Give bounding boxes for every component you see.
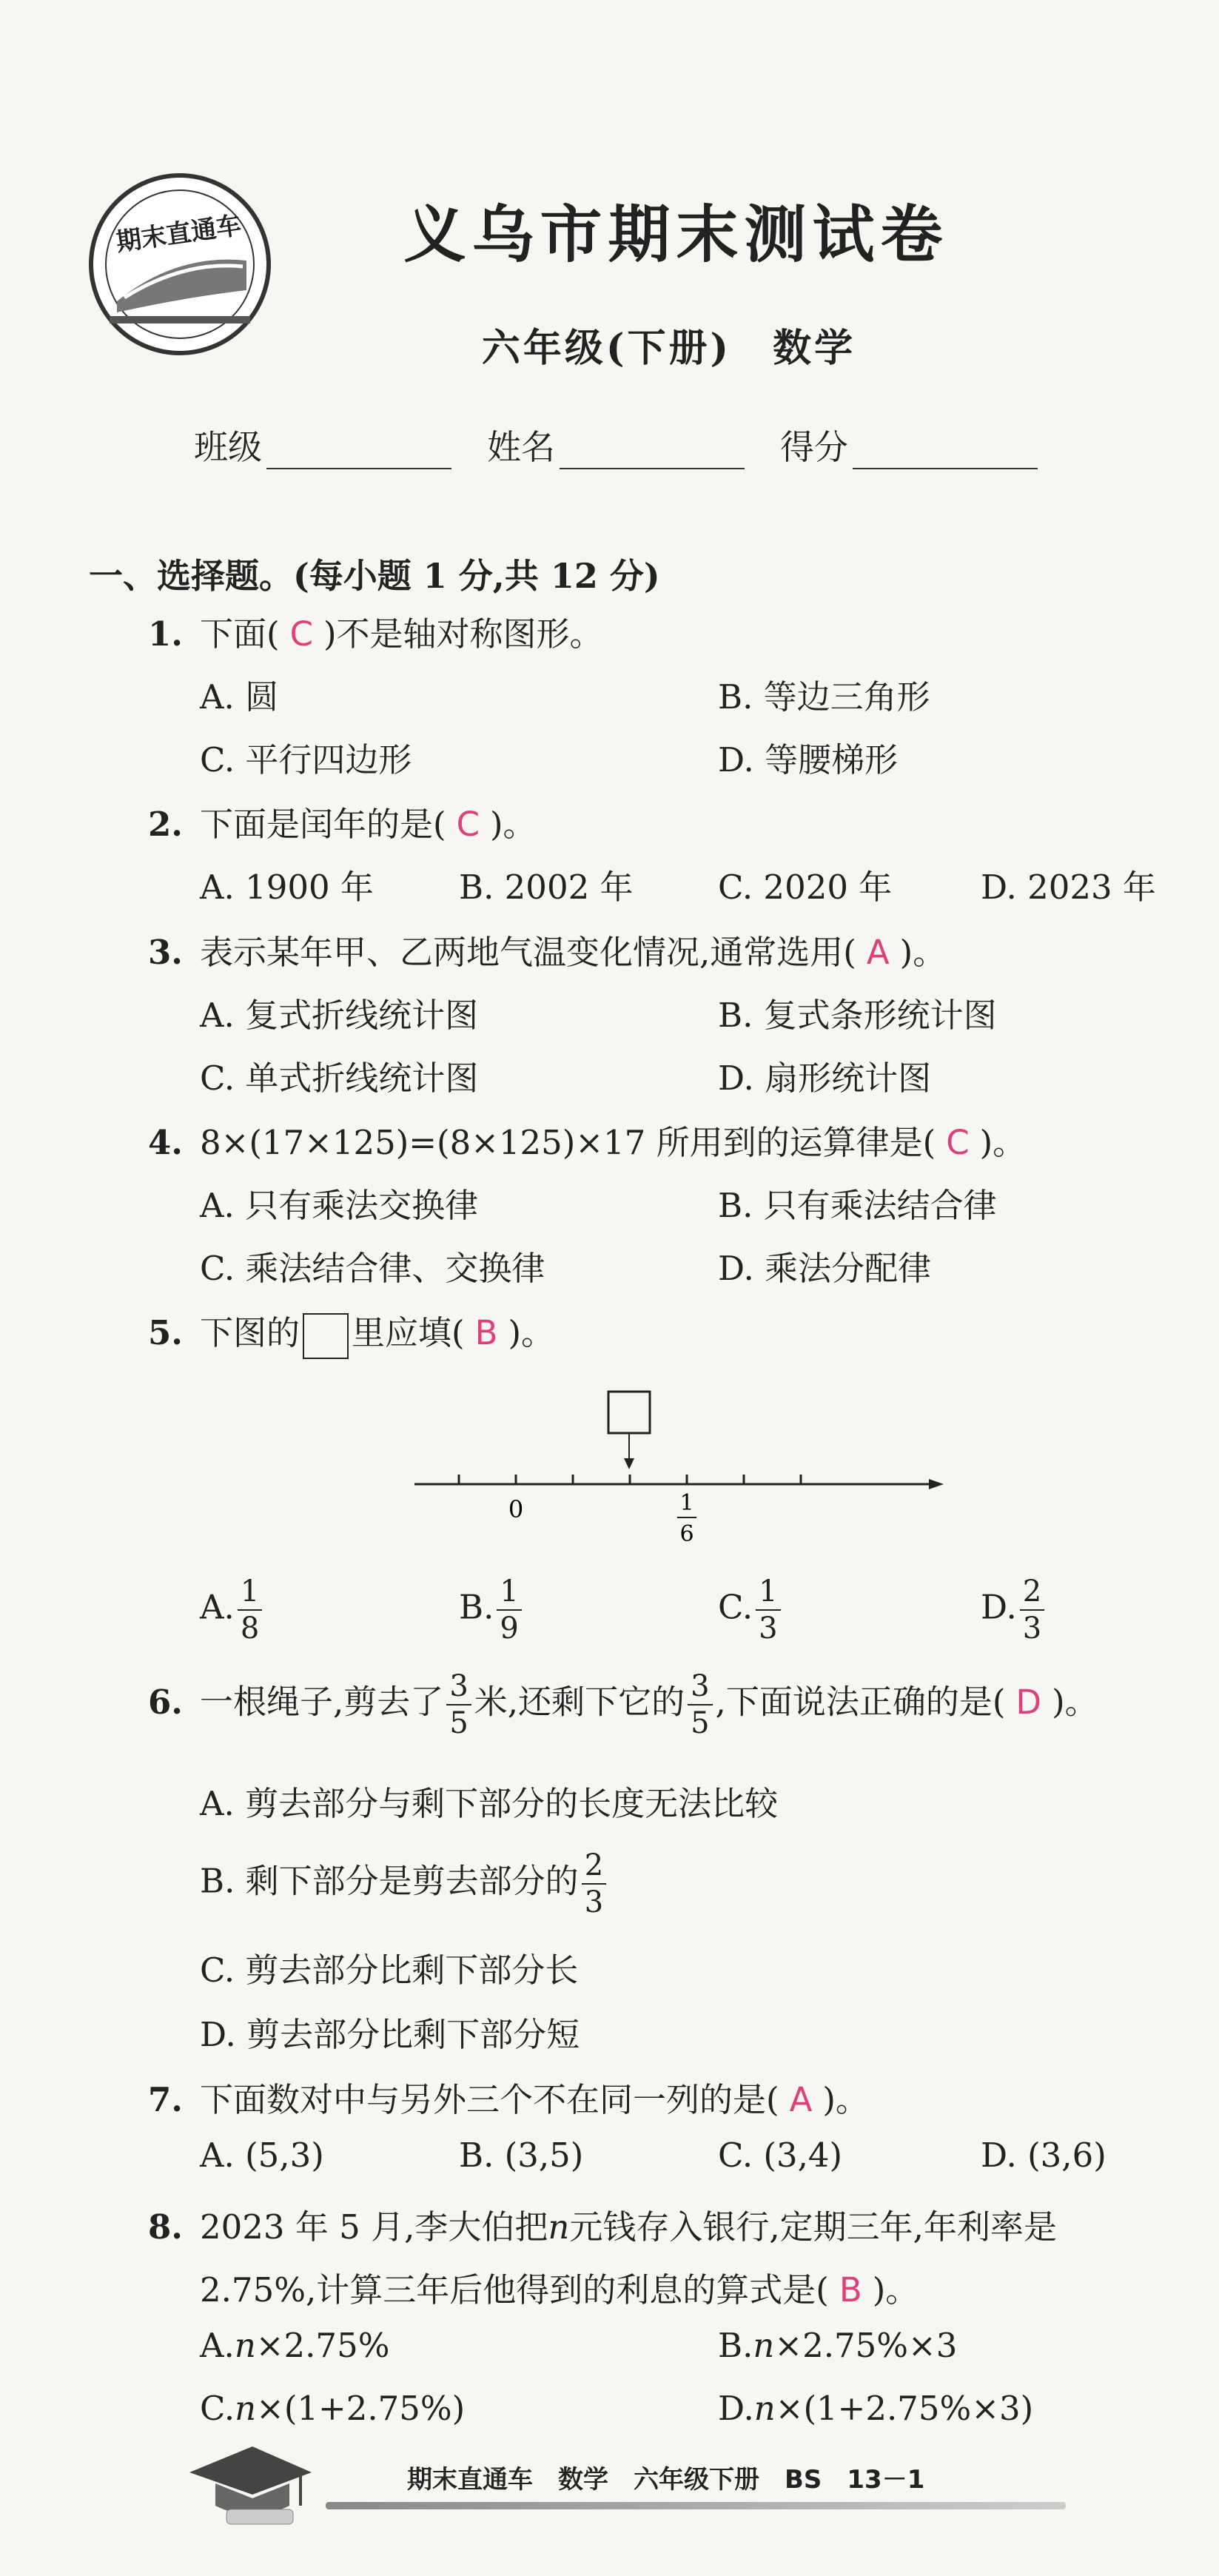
question-1: [148, 607, 603, 655]
name-field[interactable]: [487, 420, 745, 469]
option-d: D. 2023 年: [981, 868, 1156, 907]
pointer-arrow-head: [624, 1458, 634, 1469]
option-c: C.n×(1+2.75%): [200, 2389, 466, 2428]
answer-mark: C: [456, 805, 480, 844]
class-field[interactable]: [194, 420, 451, 469]
score-blank[interactable]: [853, 429, 1038, 469]
option-c: C. 单式折线统计图: [200, 1059, 479, 1098]
question-text: )。: [508, 1313, 555, 1352]
answer-mark: C: [946, 1123, 970, 1162]
question-text: 里应填(: [352, 1313, 465, 1352]
question-text: )。: [489, 805, 537, 844]
option-c: C. 乘法结合律、交换律: [200, 1249, 545, 1288]
option-c: C. 剪去部分比剩下部分长: [200, 1951, 579, 1990]
answer-mark: D: [1015, 1682, 1042, 1722]
option-a: A. 剪去部分与剩下部分的长度无法比较: [200, 1784, 779, 1823]
option-a: A. 1900 年: [200, 868, 374, 907]
option-b: B.n×2.75%×3: [718, 2326, 958, 2365]
option-d: D.n×(1+2.75%×3): [718, 2389, 1034, 2428]
tick-label-denominator: 6: [679, 1521, 694, 1547]
page-title: 义乌市期末测试卷: [403, 198, 949, 271]
question-text: 下面是闰年的是(: [200, 805, 446, 844]
question-8-line-2: 2.75%,计算三年后他得到的利息的算式是( B )。: [200, 2270, 919, 2310]
question-5: [148, 1306, 554, 1359]
question-2: [148, 797, 537, 845]
question-number: 7.: [148, 2080, 183, 2119]
ticks: [459, 1475, 801, 1484]
option-a: A.n×2.75%: [200, 2326, 390, 2365]
answer-mark: A: [789, 2080, 813, 2119]
page-subtitle: 六年级(下册) 数学: [481, 326, 856, 371]
name-label: 姓名: [487, 427, 555, 467]
option-d: D. $\frac{2}{3}$: [981, 1577, 1047, 1643]
question-number: 8.: [148, 2207, 183, 2247]
question-8: 8. 2023 年 5 月,李大伯把n元钱存入银行,定期三年,年利率是: [148, 2207, 1057, 2247]
graduation-cap-icon: [182, 2428, 315, 2532]
answer-mark: C: [289, 614, 313, 654]
option-b: B. 复式条形统计图: [718, 996, 997, 1035]
question-text: 表示某年甲、乙两地气温变化情况,通常选用(: [200, 933, 856, 972]
option-a: A. $\frac{1}{8}$: [200, 1577, 265, 1643]
class-label: 班级: [194, 427, 262, 467]
answer-mark: B: [839, 2270, 862, 2310]
option-b: B. 只有乘法结合律: [718, 1186, 997, 1225]
option-a: A. 圆: [200, 677, 279, 717]
option-a: A. 复式折线统计图: [200, 996, 479, 1035]
name-blank[interactable]: [560, 429, 745, 469]
option-b: B. 2002 年: [459, 868, 634, 907]
option-d: D. 等腰梯形: [718, 740, 899, 779]
score-label: 得分: [780, 427, 848, 467]
number-line-diagram: [400, 1384, 947, 1554]
question-number: 5.: [148, 1313, 183, 1352]
question-7: 7. 下面数对中与另外三个不在同一列的是( A )。: [148, 2080, 869, 2119]
axis-arrow-head: [929, 1479, 944, 1489]
class-blank[interactable]: [266, 429, 451, 469]
score-field[interactable]: [780, 420, 1038, 469]
question-number: 2.: [148, 805, 183, 844]
logo-text: 期末直通车: [114, 210, 244, 258]
question-3: [148, 925, 946, 973]
option-c: C. (3,4): [718, 2136, 843, 2175]
question-6: 6. 一根绳子,剪去了 $\frac{3}{5}$ 米,还剩下它的 $\frac{3}{5}$ ,下面说法正确的是( D )。: [148, 1669, 1098, 1740]
option-d: D. 扇形统计图: [718, 1059, 932, 1098]
question-text: 下面(: [200, 614, 280, 654]
option-b: B. 等边三角形: [718, 677, 930, 717]
option-d: D. 剪去部分比剩下部分短: [200, 2015, 580, 2054]
question-number: 3.: [148, 933, 183, 972]
option-a: A. 只有乘法交换律: [200, 1186, 479, 1225]
student-info-fields: [194, 420, 1038, 469]
question-4: [148, 1116, 1026, 1164]
tick-label-zero: 0: [508, 1495, 524, 1523]
option-b: B. 剩下部分是剪去部分的 $\frac{2}{3}$: [200, 1851, 609, 1917]
tick-label-numerator: 1: [679, 1490, 694, 1516]
question-text: 下图的: [200, 1313, 300, 1352]
footer-divider: [326, 2502, 1066, 2509]
option-a: A. (5,3): [200, 2136, 324, 2175]
question-text: 8×(17×125)=(8×125)×17 所用到的运算律是(: [200, 1123, 936, 1162]
option-c: C. 平行四边形: [200, 740, 412, 779]
blank-box-icon: [608, 1392, 650, 1433]
option-d: D. (3,6): [981, 2136, 1106, 2175]
question-number: 6.: [148, 1682, 183, 1722]
question-number: 1.: [148, 614, 183, 654]
question-text: )。: [899, 933, 947, 972]
blank-box-icon: [303, 1313, 349, 1359]
option-c: C. $\frac{1}{3}$: [718, 1577, 784, 1643]
option-b: B. (3,5): [459, 2136, 584, 2175]
question-number: 4.: [148, 1123, 183, 1162]
answer-mark: B: [474, 1313, 498, 1352]
section-heading: 一、选择题。(每小题 1 分,共 12 分): [89, 556, 660, 596]
option-b: B. $\frac{1}{9}$: [459, 1577, 525, 1643]
question-text: )不是轴对称图形。: [323, 614, 603, 654]
answer-mark: A: [866, 933, 890, 972]
question-text: )。: [979, 1123, 1027, 1162]
option-c: C. 2020 年: [718, 868, 893, 907]
footer-text: 期末直通车 数学 六年级下册 BS 13－1: [407, 2465, 925, 2495]
option-d: D. 乘法分配律: [718, 1249, 932, 1288]
